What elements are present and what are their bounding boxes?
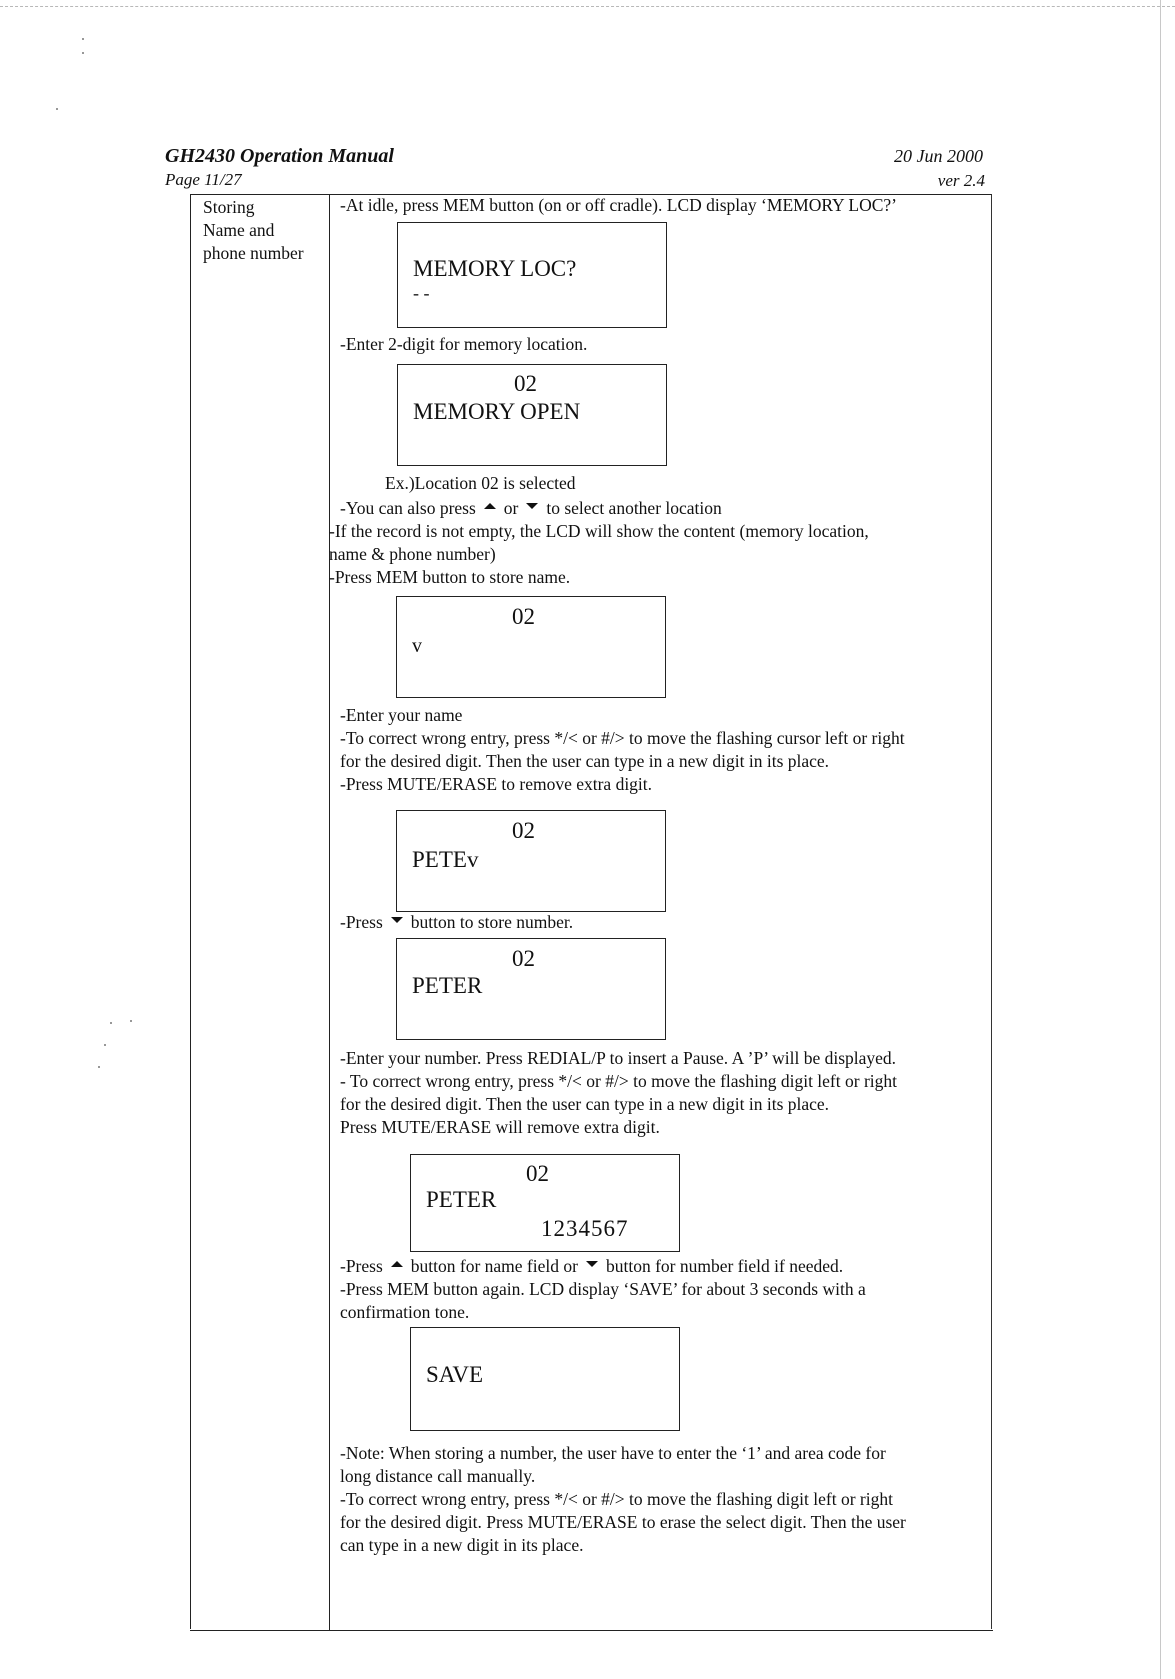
- step-text: -Note: When storing a number, the user have to enter the ‘1’ and area code for: [340, 1443, 886, 1463]
- topic-line: Storing: [203, 197, 255, 217]
- lcd-display-save: [410, 1327, 680, 1431]
- step-text: - To correct wrong entry, press */< or #/> to move the flashing digit left or right: [340, 1071, 898, 1091]
- document-date: 20 Jun 2000: [894, 146, 983, 166]
- step-text-part: -You can also press: [340, 498, 476, 518]
- scan-speck: [110, 1022, 112, 1024]
- lcd-display-memory-open: [397, 364, 667, 466]
- lcd-location: 02: [512, 946, 535, 971]
- down-triangle-icon: [391, 917, 403, 923]
- page-number: Page 11/27: [165, 170, 242, 189]
- lcd-location: 02: [514, 371, 537, 396]
- lcd-line: PETER: [426, 1187, 497, 1212]
- scan-speck: [130, 1020, 132, 1022]
- step-text: [340, 1255, 843, 1278]
- step-text: for the desired digit. Then the user can type in a new digit in its place.: [340, 751, 830, 771]
- step-text: long distance call manually.: [340, 1466, 536, 1486]
- step-text: Ex.)Location 02 is selected: [385, 473, 576, 493]
- step-text: [340, 911, 573, 934]
- step-text: for the desired digit. Press MUTE/ERASE to erase the select digit. Then the user: [340, 1512, 906, 1532]
- topic-line: phone number: [203, 243, 304, 263]
- lcd-display-name-typing: [396, 810, 666, 912]
- lcd-cursor: v: [412, 635, 422, 657]
- up-triangle-icon: [391, 1261, 403, 1267]
- down-triangle-icon: [526, 503, 538, 509]
- step-text: -To correct wrong entry, press */< or #/> to move the flashing cursor left or right: [340, 728, 905, 748]
- topic-line: Name and: [203, 220, 275, 240]
- lcd-display-memory-loc: [397, 222, 667, 328]
- lcd-display-name-stored: [396, 938, 666, 1040]
- step-text: -At idle, press MEM button (on or off cradle). LCD display ‘MEMORY LOC?’: [340, 195, 898, 215]
- lcd-location: 02: [526, 1161, 549, 1186]
- lcd-line: SAVE: [426, 1362, 484, 1387]
- step-text: -Enter your number. Press REDIAL/P to insert a Pause. A ’P’ will be displayed.: [340, 1048, 897, 1068]
- step-text: -Press MEM button to store name.: [329, 567, 571, 587]
- lcd-location: 02: [512, 604, 535, 629]
- document-version: ver 2.4: [937, 171, 985, 190]
- step-text: name & phone number): [329, 544, 496, 564]
- table-column-divider: [329, 194, 330, 1630]
- step-text: -To correct wrong entry, press */< or #/> to move the flashing digit left or right: [340, 1489, 893, 1509]
- lcd-line: PETER: [412, 973, 483, 998]
- scan-speck: [82, 38, 84, 40]
- step-text-part: button to store number.: [410, 912, 574, 932]
- lcd-line: MEMORY OPEN: [413, 399, 581, 424]
- table-bottom-border: [190, 1630, 993, 1631]
- step-text: -Press MEM button again. LCD display ‘SAVE’ for about 3 seconds with a: [340, 1279, 866, 1299]
- step-text-part: -Press: [340, 912, 383, 932]
- lcd-display-number-entry: [410, 1154, 680, 1252]
- step-text: -If the record is not empty, the LCD will show the content (memory location,: [329, 521, 869, 541]
- step-text-part: button for number field if needed.: [605, 1256, 844, 1276]
- scan-edge-right: [1160, 0, 1161, 1679]
- scan-edge-top: [0, 6, 1175, 7]
- lcd-display-name-entry: [396, 596, 666, 698]
- lcd-cursor: - -: [413, 283, 430, 303]
- lcd-number: 1234567: [541, 1216, 629, 1241]
- lcd-line: PETEv: [412, 847, 479, 872]
- scan-speck: [56, 108, 58, 110]
- down-triangle-icon: [586, 1261, 598, 1267]
- document-title: GH2430 Operation Manual: [165, 145, 394, 167]
- scan-speck: [98, 1066, 100, 1068]
- lcd-line: MEMORY LOC?: [413, 256, 577, 281]
- step-text: -Enter 2-digit for memory location.: [340, 334, 588, 354]
- scan-speck: [82, 52, 84, 54]
- step-text-part: button for name field or: [410, 1256, 578, 1276]
- step-text: confirmation tone.: [340, 1302, 470, 1322]
- lcd-location: 02: [512, 818, 535, 843]
- step-text: can type in a new digit in its place.: [340, 1535, 584, 1555]
- topic-cell: [203, 196, 323, 265]
- step-text: -Enter your name: [340, 705, 463, 725]
- step-text: for the desired digit. Then the user can type in a new digit in its place.: [340, 1094, 830, 1114]
- step-text: [340, 497, 722, 520]
- step-text: -Press MUTE/ERASE to remove extra digit.: [340, 774, 653, 794]
- step-text-part: to select another location: [546, 498, 722, 518]
- step-text-part: -Press: [340, 1256, 383, 1276]
- step-text-part: or: [503, 498, 519, 518]
- step-text: Press MUTE/ERASE will remove extra digit.: [340, 1117, 660, 1137]
- scan-speck: [104, 1044, 106, 1046]
- up-triangle-icon: [484, 503, 496, 509]
